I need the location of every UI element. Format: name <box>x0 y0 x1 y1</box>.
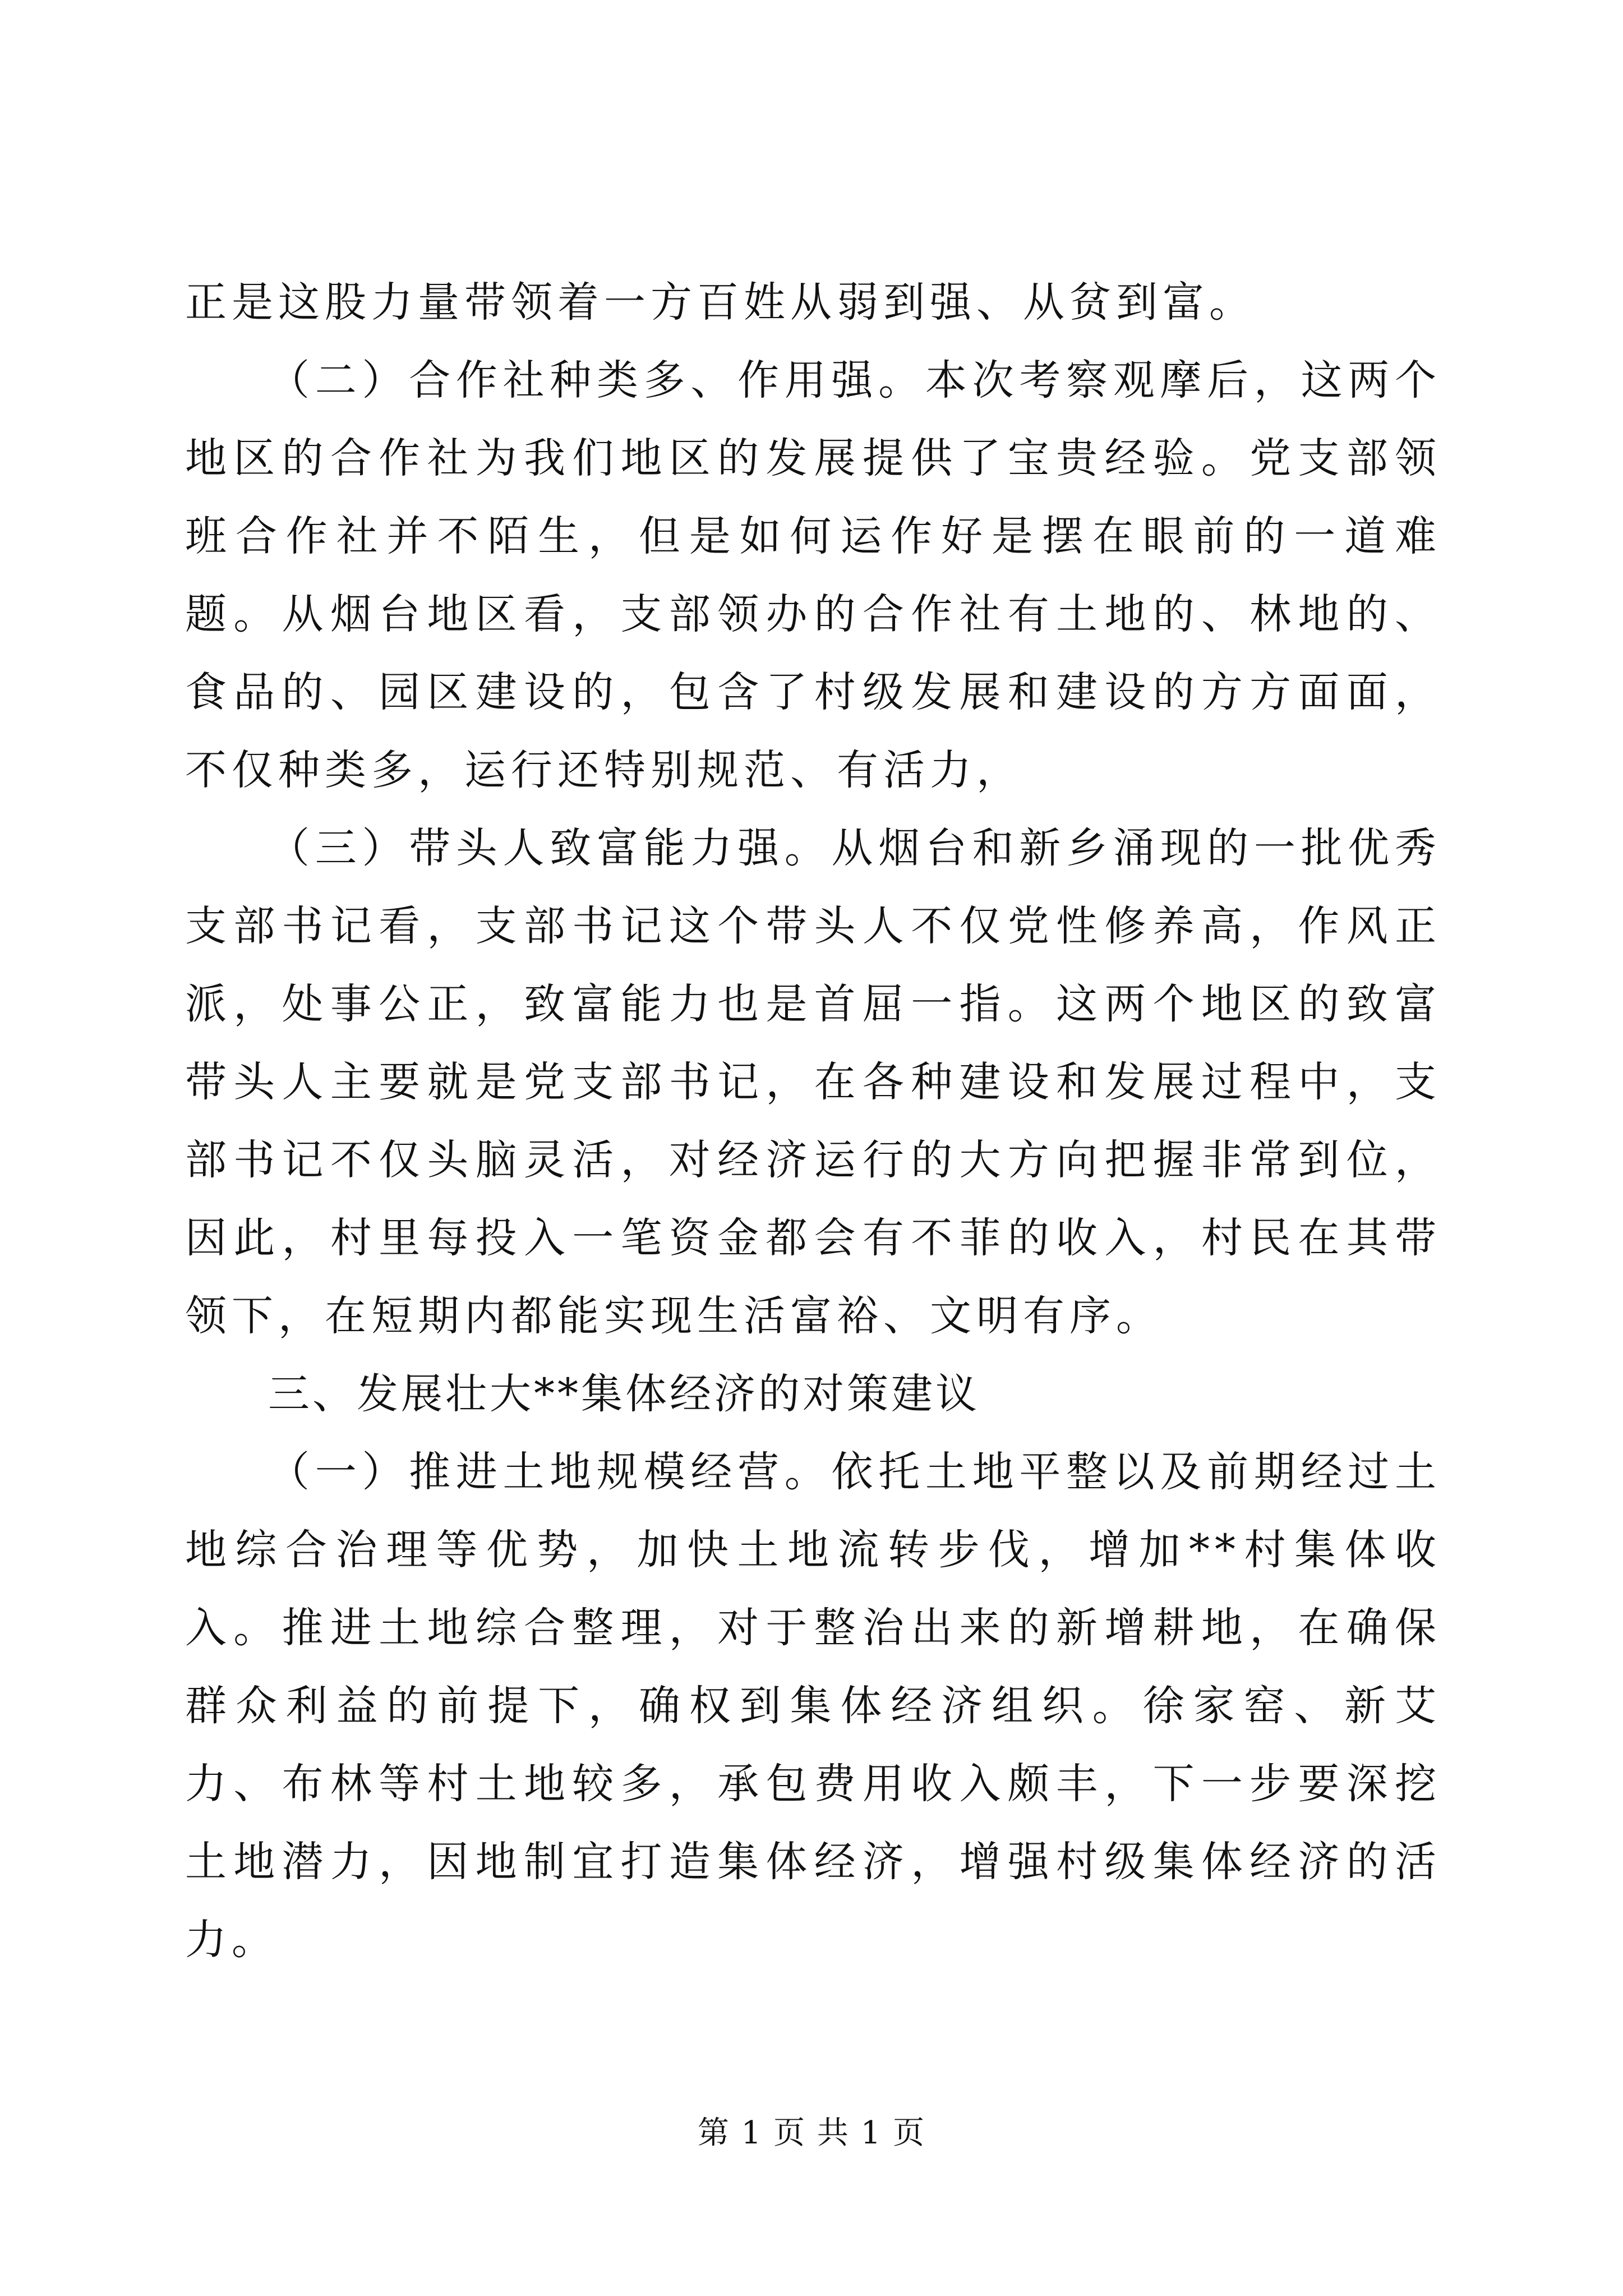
paragraph-leaders: （三）带头人致富能力强。从烟台和新乡涌现的一批优秀支部书记看，支部书记这个带头人不仅党性修养高，作风正派，处事公正，致富能力也是首屈一指。这两个地区的致富带头人主要就是党支部书记，在各种建设和发展过程中，支部书记不仅头脑灵活，对经济运行的大方向把握非常到位，因此，村里每投入一笔资金都会有不菲的收入，村民在其带领下，在短期内都能实现生活富裕、文明有序。 <box>185 824 1441 1340</box>
page-footer: 第 1 页 共 1 页 <box>697 2115 926 2151</box>
paragraph-land-management: （一）推进土地规模经营。依托土地平整以及前期经过土地综合治理等优势，加快土地流转步伐，增加**村集体收入。推进土地综合整理，对于整治出来的新增耕地，在确保群众利益的前提下，确权到集体经济组织。徐家窑、新艾力、布林等村土地较多，承包费用收入颇丰，下一步要深挖土地潜力，因地制宜打造集体经济，增强村级集体经济的活力。 <box>185 1448 1441 1964</box>
document-body <box>185 264 1441 1979</box>
paragraph-continuation: 正是这股力量带领着一方百姓从弱到强、从贫到富。 <box>185 278 1256 326</box>
section-heading: 三、发展壮大**集体经济的对策建议 <box>268 1370 980 1418</box>
paragraph-cooperatives: （二）合作社种类多、作用强。本次考察观摩后，这两个地区的合作社为我们地区的发展提供了宝贵经验。党支部领班合作社并不陌生，但是如何运作好是摆在眼前的一道难题。从烟台地区看，支部领办的合作社有土地的、林地的、食品的、园区建设的，包含了村级发展和建设的方方面面，不仅种类多，运行还特别规范、有活力， <box>185 356 1441 794</box>
